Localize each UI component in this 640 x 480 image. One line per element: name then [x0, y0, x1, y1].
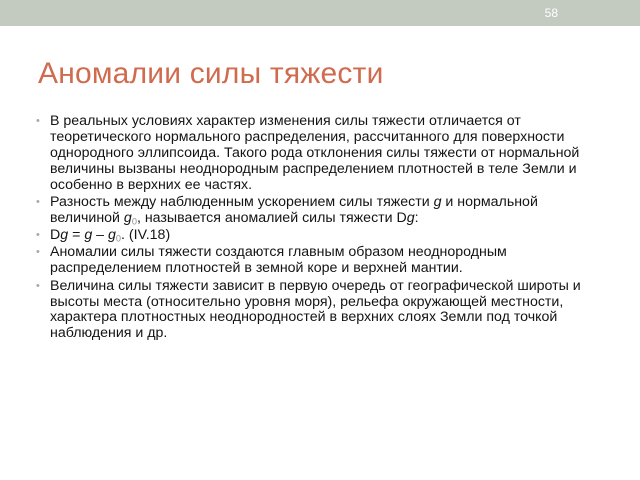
bullet-list: [36, 114, 608, 344]
top-decorative-bar: [0, 0, 640, 26]
bullet-formula: [36, 228, 608, 244]
formula-g-normal: g: [107, 227, 116, 244]
formula-number: . (IV.18): [121, 227, 171, 244]
bullet-text: В реальных условиях характер изменения силы тяжести отличается от теоретического нормального распределения, рассчитанного для поверхности однородного эллипсоида. Такого рода отклонения силы тяжести от нормальной величины вызваны неоднородным распределением плотностей в теле Земли и особенно в верхних ее частях.: [50, 113, 580, 193]
variable-g-normal: g: [123, 209, 132, 226]
formula-delta: D: [50, 227, 61, 244]
bullet-gravity-factors: [36, 279, 608, 343]
bullet-gravity-anomaly-definition: [36, 195, 608, 227]
formula-subscript-zero: 0: [115, 233, 122, 244]
variable-g-observed: g: [433, 193, 442, 210]
bullet-text-part-1: Разность между наблюденным ускорением силы тяжести: [50, 193, 434, 210]
bullet-text-part-3: , называется аномалией силы тяжести D: [136, 209, 407, 226]
bullet-text: Аномалии силы тяжести создаются главным образом неоднородным распределением плотностей в земной коре и верхней мантии.: [50, 244, 507, 277]
bullet-text: Величина силы тяжести зависит в первую очередь от географической широты и высоты места (относительно уровня моря), рельефа окружающей местности, характера плотностных неоднородностей в верхних слоях Земли под точкой наблюдения и др.: [50, 277, 581, 342]
formula-equals: =: [68, 227, 85, 244]
bullet-text-part-4: :: [414, 209, 419, 226]
bullet-text-part-2: и нормальной величиной: [50, 193, 538, 226]
formula-g-anomaly: g: [60, 227, 69, 244]
formula-g-observed: g: [84, 227, 93, 244]
bullet-anomaly-causes: [36, 245, 608, 277]
variable-g-anomaly: g: [406, 209, 415, 226]
slide-title: Аномалии силы тяжести: [38, 57, 384, 90]
subscript-zero: 0: [131, 216, 137, 227]
formula-minus: –: [92, 227, 108, 244]
slide-number: 58: [544, 6, 558, 20]
bullet-gravity-variation: [36, 114, 608, 194]
